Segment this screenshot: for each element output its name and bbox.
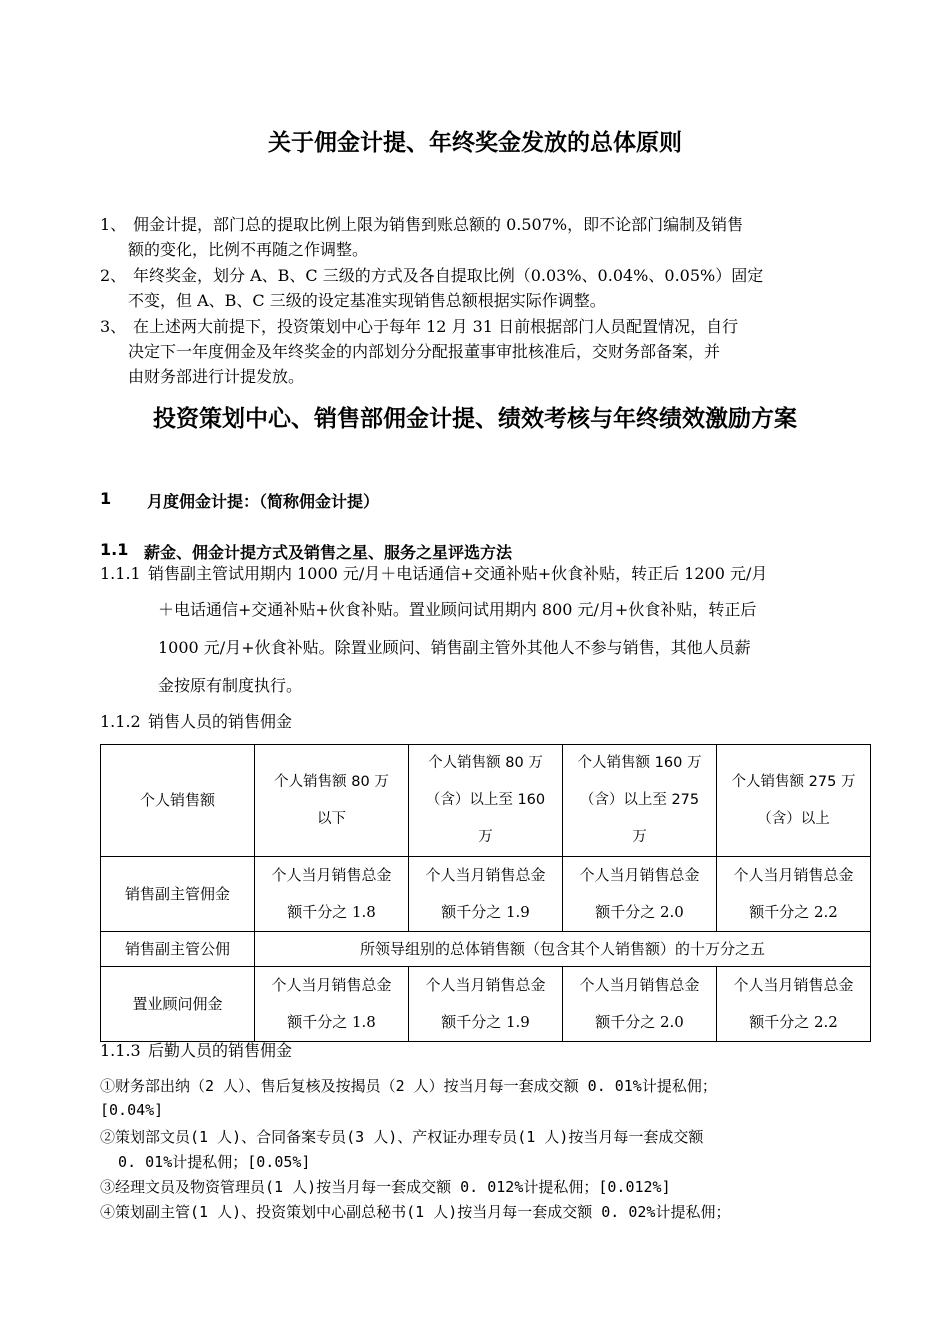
section-1-1-1-line: 金按原有制度执行。 (158, 676, 303, 695)
principle-1-number: 1、 (100, 215, 127, 234)
table-cell: 个人当月销售总金 额千分之 2.2 (717, 967, 871, 1042)
principle-3-line: 在上述两大前提下，投资策划中心于每年 12 月 31 日前根据部门人员配置情况，自行 (133, 317, 739, 336)
logistics-item: [0.04%] (100, 1101, 164, 1119)
table-row (101, 967, 871, 1042)
table-header-row (101, 745, 871, 857)
table-header-cell: 个人销售额 160 万 （含）以上至 275 万 (563, 745, 717, 857)
table-cell: 个人当月销售总金 额千分之 1.9 (409, 967, 563, 1042)
section-1-1-1-line: ＋电话通信+交通补贴+伙食补贴。置业顾问试用期内 800 元/月+伙食补贴，转正后 (158, 600, 757, 619)
row-label: 置业顾问佣金 (101, 967, 255, 1042)
section-1-1-2-number: 1.1.2 (100, 712, 141, 731)
table-row (101, 932, 871, 967)
principle-2-line: 不变，但 A、B、C 三级的设定基准实现销售总额根据实际作调整。 (128, 291, 606, 310)
table-cell: 个人当月销售总金 额千分之 1.8 (255, 857, 409, 932)
table-cell-span: 所领导组别的总体销售额（包含其个人销售额）的十万分之五 (255, 932, 871, 967)
section-1-number: 1 (100, 489, 112, 508)
section-1-1-1-line: 销售副主管试用期内 1000 元/月＋电话通信+交通补贴+伙食补贴，转正后 1200 元/月 (148, 564, 768, 583)
principle-3-line: 由财务部进行计提发放。 (128, 367, 305, 386)
section-1-1-1-number: 1.1.1 (100, 564, 141, 583)
table-cell: 个人当月销售总金 额千分之 1.9 (409, 857, 563, 932)
commission-table (100, 744, 871, 1042)
logistics-item: ①财务部出纳（2 人）、售后复核及按揭员（2 人）按当月每一套成交额 0. 01%计提私佣； (100, 1077, 717, 1095)
table-header-cell: 个人销售额 275 万 （含）以上 (717, 745, 871, 857)
table-cell: 个人当月销售总金 额千分之 1.8 (255, 967, 409, 1042)
section-1-1-1-line: 1000 元/月+伙食补贴。除置业顾问、销售副主管外其他人不参与销售，其他人员薪 (158, 638, 751, 657)
section-1-1-3-heading: 后勤人员的销售佣金 (148, 1041, 293, 1060)
principle-3-line: 决定下一年度佣金及年终奖金的内部划分分配报董事审批核准后，交财务部备案，并 (128, 342, 721, 361)
principle-1-line: 佣金计提，部门总的提取比例上限为销售到账总额的 0.507%，即不论部门编制及销售 (133, 215, 744, 234)
section-1-1-heading: 薪金、佣金计提方式及销售之星、服务之星评选方法 (144, 543, 513, 562)
table-header-cell: 个人销售额 80 万 以下 (255, 745, 409, 857)
logistics-item: ③经理文员及物资管理员(1 人)按当月每一套成交额 0. 012%计提私佣；[0.012%] (100, 1178, 671, 1196)
logistics-item: 0. 01%计提私佣；[0.05%] (100, 1153, 311, 1171)
logistics-item: ②策划部文员(1 人)、合同备案专员(3 人)、产权证办理专员(1 人)按当月每一套成交额 (100, 1128, 704, 1146)
principle-2-line: 年终奖金，划分 A、B、C 三级的方式及各自提取比例（0.03%、0.04%、0.05%）固定 (133, 266, 764, 285)
table-header-cell: 个人销售额 (101, 745, 255, 857)
principle-2-number: 2、 (100, 266, 127, 285)
main-title: 关于佣金计提、年终奖金发放的总体原则 (268, 130, 682, 156)
row-label: 销售副主管公佣 (101, 932, 255, 967)
principle-1-line: 额的变化，比例不再随之作调整。 (128, 240, 369, 259)
row-label: 销售副主管佣金 (101, 857, 255, 932)
table-cell: 个人当月销售总金 额千分之 2.0 (563, 857, 717, 932)
section-1-heading: 月度佣金计提：（简称佣金计提） (147, 492, 380, 511)
section-1-1-3-number: 1.1.3 (100, 1041, 141, 1060)
table-header-cell: 个人销售额 80 万 （含）以上至 160 万 (409, 745, 563, 857)
section-1-1-2-heading: 销售人员的销售佣金 (148, 712, 293, 731)
logistics-item: ④策划副主管(1 人)、投资策划中心副总秘书(1 人)按当月每一套成交额 0. 02%计提私佣； (100, 1203, 731, 1221)
section-1-1-number: 1.1 (100, 540, 129, 559)
plan-title: 投资策划中心、销售部佣金计提、绩效考核与年终绩效激励方案 (153, 406, 797, 432)
table-cell: 个人当月销售总金 额千分之 2.2 (717, 857, 871, 932)
table-cell: 个人当月销售总金 额千分之 2.0 (563, 967, 717, 1042)
table-row (101, 857, 871, 932)
principle-3-number: 3、 (100, 317, 127, 336)
